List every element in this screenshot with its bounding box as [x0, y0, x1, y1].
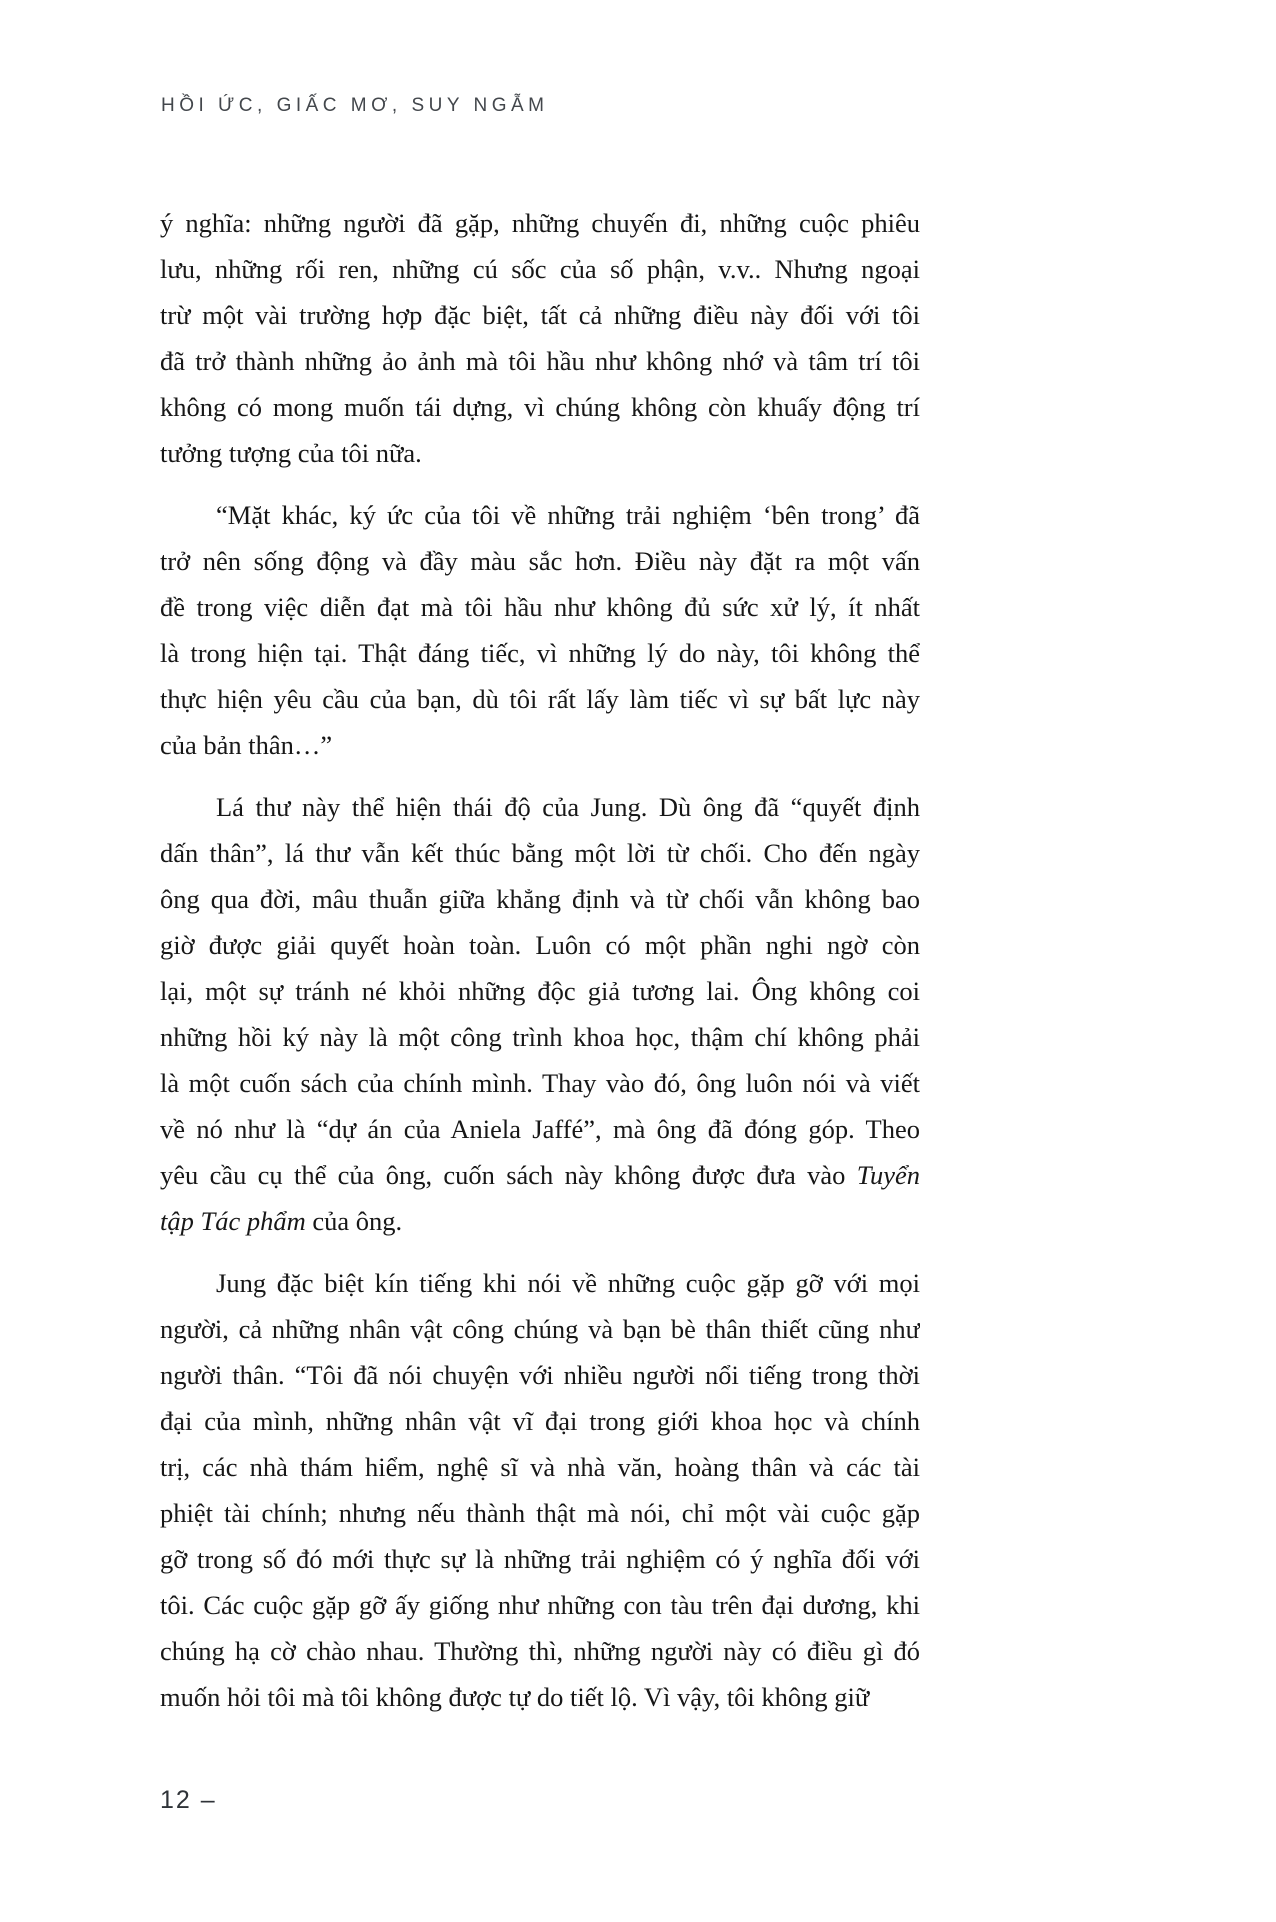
- text-run: trị, các nhà thám hiểm, nghệ sĩ và nhà văn, hoàng thân và các tài: [160, 1452, 920, 1482]
- text-line: [160, 1628, 920, 1674]
- text-run: của ông.: [305, 1206, 403, 1236]
- text-run: trở nên sống động và đầy màu sắc hơn. Điều này đặt ra một vấn: [160, 546, 920, 576]
- page-number: 12 –: [160, 1786, 217, 1814]
- text-run: tôi. Các cuộc gặp gỡ ấy giống như những con tàu trên đại dương, khi: [160, 1590, 920, 1620]
- text-run: là một cuốn sách của chính mình. Thay vào đó, ông luôn nói và viết: [160, 1068, 920, 1098]
- text-line: [160, 1106, 920, 1152]
- text-line: [160, 1014, 920, 1060]
- text-line: [160, 1352, 920, 1398]
- text-line: [160, 784, 920, 830]
- body-text: [160, 200, 920, 1720]
- text-line: [160, 1490, 920, 1536]
- text-line: [160, 1306, 920, 1352]
- paragraph: [160, 492, 920, 768]
- text-run: của bản thân…”: [160, 730, 333, 760]
- text-run: Lá thư này thể hiện thái độ của Jung. Dù ông đã “quyết định: [216, 792, 920, 822]
- text-line: [160, 384, 920, 430]
- text-run: Jung đặc biệt kín tiếng khi nói về những cuộc gặp gỡ với mọi: [216, 1268, 920, 1298]
- text-line: [160, 922, 920, 968]
- text-line: [160, 1198, 920, 1244]
- text-run: ý nghĩa: những người đã gặp, những chuyến đi, những cuộc phiêu: [160, 208, 920, 238]
- text-run: đã trở thành những ảo ảnh mà tôi hầu như không nhớ và tâm trí tôi: [160, 346, 920, 376]
- text-line: [160, 292, 920, 338]
- text-line: [160, 676, 920, 722]
- text-run: yêu cầu cụ thể của ông, cuốn sách này không được đưa vào: [160, 1160, 857, 1190]
- text-line: [160, 584, 920, 630]
- text-run: muốn hỏi tôi mà tôi không được tự do tiết lộ. Vì vậy, tôi không giữ: [160, 1682, 870, 1712]
- text-line: [160, 246, 920, 292]
- text-run: là trong hiện tại. Thật đáng tiếc, vì những lý do này, tôi không thể: [160, 638, 920, 668]
- text-line: [160, 1536, 920, 1582]
- paragraph: [160, 1260, 920, 1720]
- text-line: [160, 968, 920, 1014]
- text-run: người thân. “Tôi đã nói chuyện với nhiều người nổi tiếng trong thời: [160, 1360, 920, 1390]
- text-line: [160, 1060, 920, 1106]
- text-run: “Mặt khác, ký ức của tôi về những trải nghiệm ‘bên trong’ đã: [216, 500, 920, 530]
- text-line: [160, 1260, 920, 1306]
- text-run: tưởng tượng của tôi nữa.: [160, 438, 422, 468]
- text-line: [160, 1398, 920, 1444]
- text-line: [160, 200, 920, 246]
- text-line: [160, 430, 920, 476]
- text-run: trừ một vài trường hợp đặc biệt, tất cả những điều này đối với tôi: [160, 300, 920, 330]
- text-run: lại, một sự tránh né khỏi những độc giả tương lai. Ông không coi: [160, 976, 920, 1006]
- text-line: [160, 876, 920, 922]
- text-line: [160, 1674, 920, 1720]
- paragraph: [160, 200, 920, 476]
- text-run: gỡ trong số đó mới thực sự là những trải nghiệm có ý nghĩa đối với: [160, 1544, 920, 1574]
- text-run: lưu, những rối ren, những cú sốc của số phận, v.v.. Nhưng ngoại: [160, 254, 920, 284]
- running-header: HỒI ỨC, GIẤC MƠ, SUY NGẪM: [161, 95, 549, 116]
- text-line: [160, 538, 920, 584]
- text-run: thực hiện yêu cầu của bạn, dù tôi rất lấy làm tiếc vì sự bất lực này: [160, 684, 920, 714]
- text-line: [160, 722, 920, 768]
- text-run: dấn thân”, lá thư vẫn kết thúc bằng một lời từ chối. Cho đến ngày: [160, 838, 920, 868]
- text-run: giờ được giải quyết hoàn toàn. Luôn có một phần nghi ngờ còn: [160, 930, 920, 960]
- text-run: về nó như là “dự án của Aniela Jaffé”, mà ông đã đóng góp. Theo: [160, 1114, 920, 1144]
- text-run: phiệt tài chính; nhưng nếu thành thật mà nói, chỉ một vài cuộc gặp: [160, 1498, 920, 1528]
- text-line: [160, 1152, 920, 1198]
- text-run: đại của mình, những nhân vật vĩ đại trong giới khoa học và chính: [160, 1406, 920, 1436]
- text-run: chúng hạ cờ chào nhau. Thường thì, những người này có điều gì đó: [160, 1636, 920, 1666]
- text-run: không có mong muốn tái dựng, vì chúng không còn khuấy động trí: [160, 392, 920, 422]
- text-run: người, cả những nhân vật công chúng và bạn bè thân thiết cũng như: [160, 1314, 920, 1344]
- text-line: [160, 830, 920, 876]
- text-line: [160, 1444, 920, 1490]
- text-run: những hồi ký này là một công trình khoa học, thậm chí không phải: [160, 1022, 920, 1052]
- text-line: [160, 630, 920, 676]
- italic-text-run: tập Tác phẩm: [160, 1206, 306, 1236]
- text-line: [160, 492, 920, 538]
- text-run: ông qua đời, mâu thuẫn giữa khẳng định và từ chối vẫn không bao: [160, 884, 920, 914]
- paragraph: [160, 784, 920, 1244]
- text-run: đề trong việc diễn đạt mà tôi hầu như không đủ sức xử lý, ít nhất: [160, 592, 920, 622]
- text-line: [160, 1582, 920, 1628]
- italic-text-run: Tuyển: [856, 1160, 920, 1190]
- text-line: [160, 338, 920, 384]
